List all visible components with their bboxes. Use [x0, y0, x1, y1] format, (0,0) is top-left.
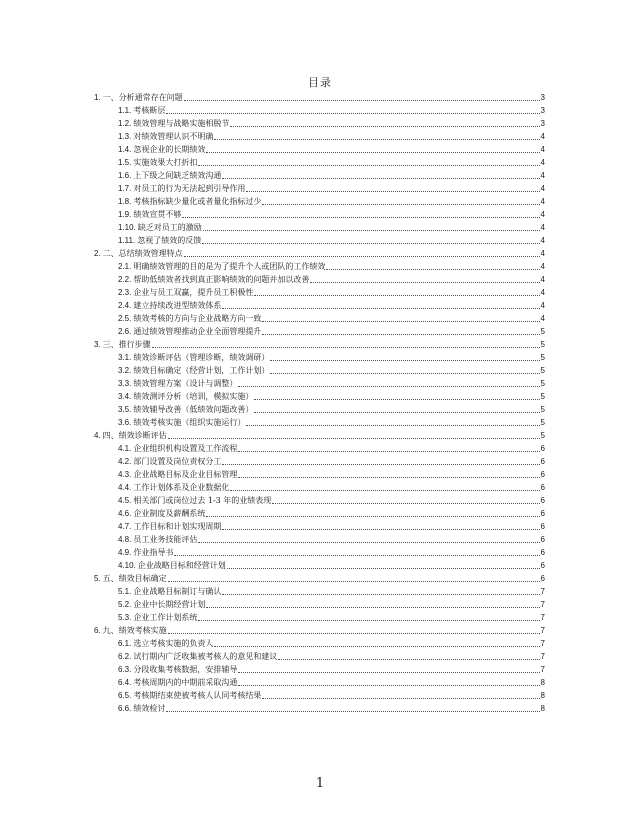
toc-entry-number: 4.8. [118, 535, 132, 544]
toc-entry-number: 5.2. [118, 600, 132, 609]
toc-dot-leader [254, 294, 539, 296]
toc-entry-title: 企业战略目标和经营计划 [137, 561, 226, 570]
toc-entry-number: 2.6. [118, 327, 132, 336]
toc-entry-page: 4 [540, 145, 545, 154]
toc-entry[interactable] [94, 610, 545, 623]
toc-entry[interactable] [94, 675, 545, 688]
toc-entry-page: 5 [540, 379, 545, 388]
toc-entry-page: 6 [540, 535, 545, 544]
toc-dot-leader [168, 632, 540, 634]
toc-entry-number: 5. [94, 574, 101, 583]
toc-entry-page: 4 [540, 249, 545, 258]
toc-entry-title: 考核周期内的中期前采取沟通 [133, 678, 238, 687]
toc-entry-title: 部门设置及岗位责权分工 [133, 457, 222, 466]
toc-entry-number: 1.10. [118, 223, 136, 232]
toc-entry-page: 4 [540, 314, 545, 323]
toc-entry-page: 4 [540, 236, 545, 245]
toc-dot-leader [238, 476, 539, 478]
toc-entry-title: 绩效诊断评估（管理诊断，绩效调研） [133, 353, 270, 362]
toc-dot-leader [270, 372, 539, 374]
toc-entry-page: 7 [540, 613, 545, 622]
toc-dot-leader [198, 619, 539, 621]
toc-entry-number: 1.1. [118, 106, 132, 115]
toc-entry[interactable] [94, 467, 545, 480]
toc-dot-leader [238, 385, 539, 387]
toc-dot-leader [230, 125, 539, 127]
toc-entry-title: 分段收集考核数据，安排辅导 [133, 665, 238, 674]
toc-entry-title: 企业中长期经营计划 [133, 600, 206, 609]
toc-entry-page: 4 [540, 132, 545, 141]
toc-entry-number: 5.3. [118, 613, 132, 622]
toc-entry-title: 实施效果大打折扣 [133, 158, 198, 167]
toc-entry-number: 2. [94, 249, 101, 258]
toc-dot-leader [254, 398, 539, 400]
toc-entry-title: 员工业务技能评估 [133, 535, 198, 544]
toc-entry[interactable] [94, 142, 545, 155]
toc-entry-page: 5 [540, 431, 545, 440]
toc-entry-number: 4.4. [118, 483, 132, 492]
toc-dot-leader [222, 593, 539, 595]
toc-dot-leader [238, 684, 539, 686]
toc-entry[interactable] [94, 207, 545, 220]
toc-entry-title: 通过绩效管理推动企业全面管理提升 [133, 327, 262, 336]
toc-entry[interactable] [94, 519, 545, 532]
toc-dot-leader [272, 502, 539, 504]
toc-dot-leader [310, 281, 539, 283]
toc-entry-number: 3.5. [118, 405, 132, 414]
toc-entry-title: 绩效考核实施（组织实施运行） [133, 418, 246, 427]
toc-entry-title: 绩效管理与战略实施相脱节 [133, 119, 230, 128]
toc-entry-page: 8 [540, 691, 545, 700]
toc-entry-page: 3 [540, 119, 545, 128]
toc-entry-number: 4.10. [118, 561, 136, 570]
toc-entry[interactable] [94, 155, 545, 168]
toc-entry-title: 缺乏对员工的激励 [137, 223, 202, 232]
toc-entry[interactable] [94, 532, 545, 545]
toc-dot-leader [246, 424, 539, 426]
toc-entry-page: 6 [540, 522, 545, 531]
toc-entry-page: 4 [540, 210, 545, 219]
toc-entry-title: 绩效目标确定（经营计划，工作计划） [133, 366, 270, 375]
toc-entry[interactable] [94, 688, 545, 701]
toc-entry-number: 1.11. [118, 236, 136, 245]
toc-entry-page: 4 [540, 171, 545, 180]
toc-dot-leader [184, 99, 540, 101]
toc-dot-leader [203, 229, 540, 231]
toc-entry[interactable] [94, 623, 545, 636]
toc-entry-page: 7 [540, 626, 545, 635]
toc-entry-page: 4 [540, 158, 545, 167]
toc-entry-title: 绩效宣贯不够 [133, 210, 182, 219]
toc-entry-page: 5 [540, 353, 545, 362]
toc-entry[interactable] [94, 103, 545, 116]
toc-entry[interactable] [94, 350, 545, 363]
toc-entry-title: 企业工作计划系统 [133, 613, 198, 622]
toc-entry-number: 2.2. [118, 275, 132, 284]
toc-entry-title: 一、分析通常存在问题 [102, 93, 183, 102]
toc-entry-number: 4.7. [118, 522, 132, 531]
toc-entry-title: 二、总结绩效管理特点 [102, 249, 183, 258]
toc-entry[interactable] [94, 441, 545, 454]
toc-dot-leader [326, 268, 539, 270]
toc-entry[interactable] [94, 337, 545, 350]
toc-entry-title: 对员工的行为无法起到引导作用 [133, 184, 246, 193]
toc-entry-page: 4 [540, 288, 545, 297]
toc-entry-number: 6. [94, 626, 101, 635]
toc-entry-number: 1.3. [118, 132, 132, 141]
toc-entry-title: 考核指标缺少量化或者量化指标过少 [133, 197, 262, 206]
toc-entry-number: 1.5. [118, 158, 132, 167]
toc-entry[interactable] [94, 701, 545, 714]
toc-entry[interactable] [94, 480, 545, 493]
toc-entry-page: 4 [540, 301, 545, 310]
toc-dot-leader [214, 138, 539, 140]
toc-entry[interactable] [94, 545, 545, 558]
toc-dot-leader [262, 320, 539, 322]
toc-entry-number: 1.9. [118, 210, 132, 219]
toc-entry-number: 3.6. [118, 418, 132, 427]
toc-entry-page: 5 [540, 405, 545, 414]
toc-entry-page: 6 [540, 496, 545, 505]
toc-entry[interactable] [94, 324, 545, 337]
toc-entry[interactable] [94, 220, 545, 233]
toc-entry-title: 试行期内广泛收集被考核人的意见和建议 [133, 652, 278, 661]
toc-entry-title: 企业战略目标制订与确认 [133, 587, 222, 596]
toc-entry-title: 明确绩效管理的目的是为了提升个人或团队的工作绩效 [133, 262, 326, 271]
toc-entry-page: 5 [540, 327, 545, 336]
toc-entry-title: 考核断层 [133, 106, 166, 115]
toc-entry-title: 绩效管理方案（设计与调整） [133, 379, 238, 388]
toc-entry-page: 6 [540, 561, 545, 570]
toc-entry-number: 1.7. [118, 184, 132, 193]
toc-entry-page: 4 [540, 223, 545, 232]
toc-entry-number: 2.4. [118, 301, 132, 310]
toc-entry[interactable] [94, 571, 545, 584]
toc-entry-title: 选立考核实施的负责人 [133, 639, 214, 648]
toc-entry-title: 相关部门或岗位过去 1-3 年的业绩表现 [133, 496, 272, 505]
toc-entry-title: 忽视了绩效的反馈 [137, 236, 202, 245]
toc-dot-leader [222, 177, 539, 179]
toc-dot-leader [222, 307, 539, 309]
toc-entry-number: 1. [94, 93, 101, 102]
toc-dot-leader [278, 658, 539, 660]
toc-entry-title: 绩效考核的方向与企业战略方向一致 [133, 314, 262, 323]
toc-entry-page: 4 [540, 184, 545, 193]
toc-entry[interactable] [94, 454, 545, 467]
toc-entry-page: 4 [540, 262, 545, 271]
toc-dot-leader [184, 255, 540, 257]
toc-dot-leader [254, 411, 539, 413]
toc-dot-leader [222, 463, 539, 465]
toc-entry-number: 6.1. [118, 639, 132, 648]
toc-entry[interactable] [94, 389, 545, 402]
toc-dot-leader [222, 528, 539, 530]
toc-entry-title: 企业制度及薪酬系统 [133, 509, 206, 518]
toc-dot-leader [166, 710, 539, 712]
toc-entry-number: 1.8. [118, 197, 132, 206]
toc-entry[interactable] [94, 584, 545, 597]
toc-entry-number: 6.2. [118, 652, 132, 661]
toc-entry-number: 3.3. [118, 379, 132, 388]
toc-entry-title: 帮助低绩效者找到真正影响绩效的问题并加以改善 [133, 275, 310, 284]
toc-entry-title: 三、推行步骤 [102, 340, 151, 349]
toc-dot-leader [238, 671, 539, 673]
toc-entry-title: 工作目标和计划实现周期 [133, 522, 222, 531]
toc-entry-page: 4 [540, 275, 545, 284]
toc-entry[interactable] [94, 636, 545, 649]
toc-entry-title: 九、绩效考核实施 [102, 626, 167, 635]
toc-dot-leader [166, 112, 539, 114]
toc-dot-leader [198, 164, 539, 166]
toc-entry[interactable] [94, 298, 545, 311]
toc-entry-page: 5 [540, 366, 545, 375]
toc-entry-page: 6 [540, 509, 545, 518]
toc-dot-leader [262, 333, 539, 335]
toc-entry[interactable] [94, 376, 545, 389]
toc-dot-leader [238, 450, 539, 452]
toc-entry[interactable] [94, 233, 545, 246]
toc-entry[interactable] [94, 90, 545, 103]
toc-entry[interactable] [94, 194, 545, 207]
toc-dot-leader [262, 203, 539, 205]
toc-entry[interactable] [94, 181, 545, 194]
toc-entry-page: 8 [540, 704, 545, 713]
toc-entry[interactable] [94, 116, 545, 129]
toc-entry[interactable] [94, 415, 545, 428]
toc-entry-title: 对绩效管理认识不明确 [133, 132, 214, 141]
toc-entry-page: 6 [540, 483, 545, 492]
toc-entry-number: 4.5. [118, 496, 132, 505]
toc-entry-number: 6.5. [118, 691, 132, 700]
toc-entry-number: 3.4. [118, 392, 132, 401]
toc-entry-page: 6 [540, 444, 545, 453]
toc-entry-page: 7 [540, 600, 545, 609]
toc-entry-page: 5 [540, 392, 545, 401]
toc-entry-page: 8 [540, 678, 545, 687]
toc-entry-number: 5.1. [118, 587, 132, 596]
toc-entry-title: 四、绩效诊断评估 [102, 431, 167, 440]
toc-entry-page: 6 [540, 457, 545, 466]
toc-entry-number: 4.6. [118, 509, 132, 518]
toc-entry-title: 忽视企业的长期绩效 [133, 145, 206, 154]
toc-entry[interactable] [94, 246, 545, 259]
toc-entry[interactable] [94, 259, 545, 272]
toc-entry-title: 上下级之间缺乏绩效沟通 [133, 171, 222, 180]
toc-dot-leader [230, 489, 539, 491]
toc-entry-number: 6.4. [118, 678, 132, 687]
toc-entry[interactable] [94, 311, 545, 324]
toc-entry-title: 建立持续改进型绩效体系 [133, 301, 222, 310]
toc-entry-title: 企业与员工双赢，提升员工积极性 [133, 288, 254, 297]
toc-dot-leader [206, 515, 539, 517]
toc-dot-leader [262, 697, 539, 699]
toc-dot-leader [198, 541, 539, 543]
toc-entry[interactable] [94, 363, 545, 376]
toc-entry-number: 3.1. [118, 353, 132, 362]
toc-dot-leader [246, 190, 539, 192]
toc-entry-title: 工作计划体系及企业数据化 [133, 483, 230, 492]
toc-entry[interactable] [94, 493, 545, 506]
toc-entry-number: 1.6. [118, 171, 132, 180]
toc-entry-number: 6.6. [118, 704, 132, 713]
toc-entry-page: 5 [540, 340, 545, 349]
toc-entry-number: 3. [94, 340, 101, 349]
toc-entry-title: 绩效辅导改善（低绩效问题改善） [133, 405, 254, 414]
toc-dot-leader [202, 242, 539, 244]
toc-dot-leader [227, 567, 540, 569]
toc-entry-page: 4 [540, 197, 545, 206]
toc-dot-leader [206, 606, 539, 608]
toc-entry-number: 1.4. [118, 145, 132, 154]
toc-entry-number: 2.3. [118, 288, 132, 297]
toc-entry[interactable] [94, 558, 545, 571]
toc-entry[interactable] [94, 402, 545, 415]
toc-entry[interactable] [94, 129, 545, 142]
toc-entry-page: 6 [540, 548, 545, 557]
toc-entry-page: 6 [540, 574, 545, 583]
toc-entry-title: 绩效检讨 [133, 704, 166, 713]
toc-entry-page: 5 [540, 418, 545, 427]
toc-entry-number: 4.1. [118, 444, 132, 453]
toc-entry-title: 企业组织机构设置及工作流程 [133, 444, 238, 453]
toc-dot-leader [182, 216, 539, 218]
toc-entry[interactable] [94, 168, 545, 181]
toc-entry[interactable] [94, 272, 545, 285]
toc-entry[interactable] [94, 597, 545, 610]
toc-entry-number: 4. [94, 431, 101, 440]
toc-entry-page: 6 [540, 470, 545, 479]
toc-dot-leader [174, 554, 539, 556]
toc-title: 目录 [308, 76, 332, 89]
toc-entry-number: 4.9. [118, 548, 132, 557]
toc-dot-leader [168, 437, 540, 439]
toc-entry-title: 五、绩效目标确定 [102, 574, 167, 583]
toc-entry[interactable] [94, 506, 545, 519]
table-of-contents [94, 90, 545, 714]
toc-entry-title: 作业指导书 [133, 548, 174, 557]
toc-entry-page: 3 [540, 93, 545, 102]
toc-entry-page: 7 [540, 665, 545, 674]
toc-entry-number: 6.3. [118, 665, 132, 674]
toc-entry-page: 7 [540, 639, 545, 648]
toc-dot-leader [168, 580, 540, 582]
toc-entry-number: 4.3. [118, 470, 132, 479]
toc-entry-page: 3 [540, 106, 545, 115]
toc-dot-leader [206, 151, 539, 153]
toc-entry-title: 绩效测评分析（培训，模拟实施） [133, 392, 254, 401]
toc-entry-title: 企业战略目标及企业目标管理 [133, 470, 238, 479]
toc-entry-page: 7 [540, 587, 545, 596]
toc-entry[interactable] [94, 428, 545, 441]
toc-entry-number: 3.2. [118, 366, 132, 375]
toc-entry-number: 2.5. [118, 314, 132, 323]
toc-entry-page: 7 [540, 652, 545, 661]
toc-entry[interactable] [94, 649, 545, 662]
toc-entry-title: 考核期结束使被考核人认同考核结果 [133, 691, 262, 700]
toc-dot-leader [214, 645, 539, 647]
toc-entry[interactable] [94, 662, 545, 675]
toc-entry-number: 1.2. [118, 119, 132, 128]
page-number: 1 [315, 776, 325, 791]
toc-entry-number: 2.1. [118, 262, 132, 271]
toc-dot-leader [152, 346, 540, 348]
toc-dot-leader [270, 359, 539, 361]
toc-entry-number: 4.2. [118, 457, 132, 466]
toc-entry[interactable] [94, 285, 545, 298]
